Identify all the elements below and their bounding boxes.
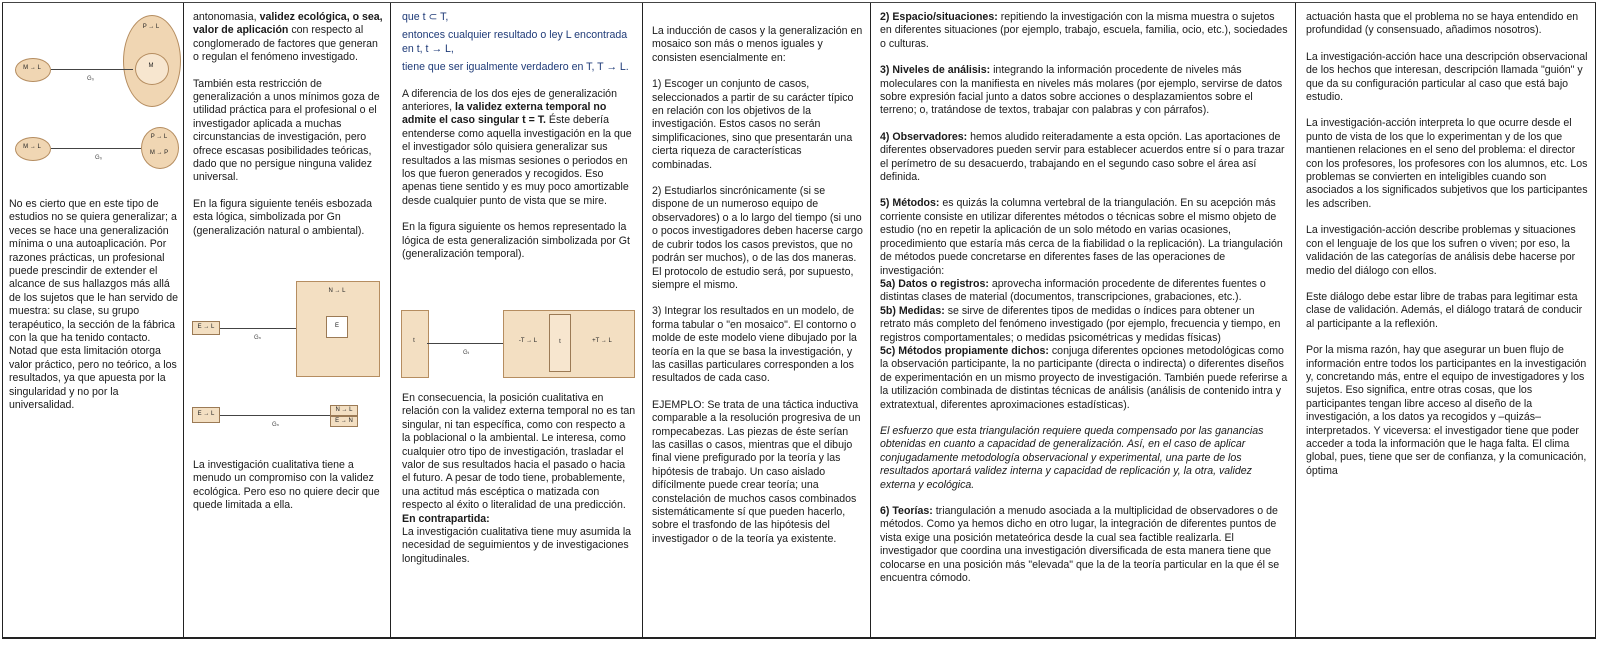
figure-population-1 — [11, 15, 179, 105]
paragraph: La investigación-acción describe problemas y situaciones con el lenguaje de los que los sufren o viven; por eso, la validación de las categorías de análisis debe hacerse por medio del diálogo con ellos. — [1306, 224, 1576, 277]
paragraph: 4) Observadores: hemos aludido reiteradamente a esta opción. Las aportaciones de diferentes observadores pueden servir para establecer acuerdos entre sí o para trazar el perímetro de su desacuerdo, trabajando en el segundo caso sobre el área así definida. — [880, 130, 1285, 184]
mid-left-label: -T → L — [518, 338, 538, 345]
right-bottom-label: E → N — [330, 416, 358, 427]
paragraph: 3) Niveles de análisis: integrando la información procedente de niveles más moleculares con la manifiesta en niveles más molares (por ejemplo, servirse de datos sobre expresión facial junto a datos sobre acciones o desplazamientos sobre el terreno; o, tratándose de textos, trabajar con palabras y con párrafos). — [880, 64, 1283, 117]
paragraph: 5) Métodos: es quizás la columna vertebral de la triangulación. En su acepción más corriente consiste en utilizar diferentes métodos o técnicas sobre el mismo objeto de estudio (no en repetir la aplicación de un solo método en varias ocasiones, procedimiento que estaría más cerca de la fiabilidad o la replicación). La triangulación de métodos puede concretarse en diferentes fases de las operaciones de investigación: — [880, 197, 1283, 277]
paragraph: La inducción de casos y la generalización en mosaico son más o menos iguales y consisten esencialmente en: — [652, 25, 863, 64]
column-6 — [1295, 3, 1596, 637]
column-5 — [870, 3, 1295, 637]
figure-ecological-1 — [192, 281, 384, 375]
left-label: E → L — [192, 321, 220, 335]
arrow-label: G₀ — [95, 155, 103, 161]
paragraph: Este diálogo debe estar libre de trabas para legitimar esta clase de validación. Además, el diálogo tratará de conducir al participante a la reflexión. — [1306, 290, 1583, 330]
mid-label: t — [549, 314, 571, 372]
paragraph: El esfuerzo que esta triangulación requiere queda compensado por las ganancias obtenidas en cuanto a capacidad de generalización. Así, en el caso de aplicar conjugadamente metodología observacional y experimental, una parte de los resultados aportará validez interna y capacidad de replicación y, la otra, validez externa y ecológica. — [880, 424, 1264, 491]
paragraph: La investigación-acción interpreta lo que ocurre desde el punto de vista de los que lo experimentan y de los que mantienen relaciones en el seno del problema: el director con los profesores, los profesores con los alumnos, etc. Los problemas se convierten en inteligibles cuando son asociados a los significados subjetivos que los participantes les adscriben. — [1306, 117, 1588, 210]
paragraph: La investigación-acción hace una descripción observacional de los hechos que interesan, descripción llamada "guión" y que da su configuración particular al caso que está bajo estudio. — [1306, 50, 1588, 104]
top-label: P → L — [137, 23, 165, 33]
arrow-line — [220, 415, 330, 416]
arrow-line — [427, 343, 503, 344]
left-label: E → L — [192, 407, 220, 423]
paragraph: 5b) Medidas: se sirve de diferentes tipos de medidas o índices para obtener un retrato más completo del fenómeno investigado (por ejemplo, frecuencia y tiempo, en registros comportamentales; o medidas psicométricas y medidas físicas) — [880, 304, 1281, 344]
arrow-label: Gₙ — [272, 422, 280, 428]
column-4 — [642, 3, 870, 637]
paragraph: actuación hasta que el problema no se haya entendido en profundidad (y consensuado, añadimos nosotros). — [1306, 11, 1579, 37]
formula-line: que t ⊂ T, — [402, 11, 449, 23]
paragraph: 1) Escoger un conjunto de casos, seleccionados a partir de su carácter típico en relación con los objetivos de la investigación. Estos casos no serán simplificaciones, sino que presentarán una cierta riqueza de características combinadas. — [652, 78, 854, 171]
column-3 — [390, 3, 642, 637]
figure-temporal — [401, 310, 633, 376]
arrow-line — [51, 148, 141, 149]
right-top-label: N → L — [330, 405, 358, 416]
paragraph: En consecuencia, la posición cualitativa en relación con la validez externa temporal no es tan singular, ni tan específica, como con respecto a la poblacional o la ambiental. Le interesa, como cualquier otro tipo de investigación, trasladar el valor de sus resultados hacia el pasado o hacia el futuro. A pesar de todo tiene, probablemente, una actitud más escéptica o matizada con respecto al éxito o literalidad de una predicción. En contrapartida: — [402, 392, 636, 525]
formula-line: entonces cualquier resultado o ley L encontrada en t, t → L, — [402, 29, 628, 55]
bottom-label: M → P — [149, 150, 169, 157]
paragraph: 2) Estudiarlos sincrónicamente (si se dispone de un numeroso equipo de observadores) o a lo largo del tiempo (si uno o pocos investigadores deben hacerse cargo de cubrir todos los casos previstos, que no podrán ser muchos), o de las dos maneras. El protocolo de estudio será, por supuesto, siempre el mismo. — [652, 185, 863, 291]
column-1 — [2, 3, 183, 637]
paragraph: antonomasia, validez ecológica, o sea, valor de aplicación con respecto al conglomerado de factores que generan o regulan el fenómeno investigado. — [193, 11, 383, 64]
paragraph: Por la misma razón, hay que asegurar un buen flujo de información entre todos los participantes en la investigación y, concretando más, entre el equipo de investigadores y los sujetos. Eso significa, entre otras cosas, que los participantes tengan libre acceso al diseño de la investigación, a los datos ya recogidos y –quizás– interpretados. Y viceversa: el investigador tiene que poder acceder a toda la información que le haga falta. El clima global, pues, tiene que ser de confianza, y la comunicación, óptima — [1306, 344, 1587, 477]
top-label: N → L — [312, 287, 362, 297]
paragraph: 5c) Métodos propiamente dichos: conjuga diferentes opciones metodológicas como la observación participante, la no participante (directa o indirecta) o diferentes diseños de experimentación en un mismo proyecto de investigación. También puede referirse a la utilización combinada de distintas técnicas de análisis (análisis de contenido intra y extratextual, diferentes aproximaciones estadísticas). — [880, 344, 1288, 411]
paragraph: 3) Integrar los resultados en un modelo, de forma tabular o "en mosaico". El contorno o molde de este modelo viene dibujado por la teoría en la que se basa la investigación, y las casillas particulares corresponden a los resultados de cada caso. — [652, 305, 857, 385]
center-label: E — [326, 316, 348, 338]
document-sheet — [2, 2, 1596, 639]
paragraph: 5a) Datos o registros: aprovecha información procedente de diferentes fuentes o distintas clases de material (documentos, transcripciones, grabaciones, etc.). — [880, 277, 1266, 304]
paragraph: La investigación cualitativa tiene a menudo un compromiso con la validez ecológica. Pero eso no quiere decir que quede limitada a ella. — [193, 459, 380, 512]
paragraph: La investigación cualitativa tiene muy asumida la necesidad de seguimientos y de investigaciones longitudinales. — [402, 526, 632, 565]
mid-right-label: +T → L — [592, 338, 612, 345]
center-label: M — [148, 63, 154, 70]
paragraph: EJEMPLO: Se trata de una táctica inductiva comparable a la resolución progresiva de un rompecabezas. Las piezas de éste serían las casillas o casos, mientras que el dibujo final viene prefigurado por la teoría y las hipótesis de trabajo. Un caso aislado difícilmente puede crear teoría; una constelación de muchos casos combinados sistemáticamente sí que pueden hacerlo, sobre el trasfondo de las hipótesis del investigador o de la teoría ya existente. — [652, 398, 861, 545]
arrow-label: G₀ — [87, 76, 95, 82]
arrow-label: Gₜ — [463, 350, 470, 356]
paragraph: A diferencia de los dos ejes de generalización anteriores, la validez externa temporal no admite el caso singular t = T. Éste debería entenderse como aquella investigación en la que el investigador sólo quisiera generalizar sus resultados a las mismas sesiones o periodos en los que fueron generados y recogidos. Eso apenas tiene sentido y es muy poco amortizable desde cualquier punto de vista que se mire. — [402, 87, 632, 207]
paragraph: En la figura siguiente os hemos representado la lógica de esta generalización simbolizada por Gt (generalización temporal). — [402, 221, 630, 261]
left-label: t — [413, 338, 415, 345]
arrow-label: Gₙ — [254, 335, 262, 341]
formula-line: tiene que ser igualmente verdadero en T, T → L. — [402, 61, 629, 74]
figure-population-2 — [11, 125, 179, 169]
paragraph: 2) Espacio/situaciones: repitiendo la investigación con la misma muestra o sujetos en diferentes situaciones (por ejemplo, trabajo, escuela, familia, ocio, etc.), sociedades o culturas. — [880, 11, 1288, 50]
left-label: M → L — [23, 65, 41, 72]
paragraph: No es cierto que en este tipo de estudios no se quiera generalizar; a veces se hace una generalización mínima o una autoaplicación. Por razones prácticas, un profesional puede prescindir de extender el alcance de sus hallazgos más allá de los sujetos que le han servido de muestra: su clase, su grupo terapéutico, la sección de la fábrica con la que ha tenido contacto. Notad que esta limitación otorga valor práctico, pero no teórico, a los resultados, ya que apuesta por la singularidad y no por la universalidad. — [9, 198, 179, 412]
column-2 — [183, 3, 390, 637]
paragraph: También esta restricción de generalización a unos mínimos goza de utilidad práctica para el profesional o el investigador aplicada a muchas circunstancias de investigación, pero ofrece escasas posibilidades teóricas, dado que no persigue ninguna validez universal. — [193, 77, 380, 184]
top-label: P → L — [150, 134, 168, 141]
paragraph: En la figura siguiente tenéis esbozada esta lógica, simbolizada por Gn (generalización natural o ambiental). — [193, 197, 373, 237]
arrow-line — [220, 328, 296, 329]
paragraph: 6) Teorías: triangulación a menudo asociada a la multiplicidad de observadores o de métodos. Como ya hemos dicho en otro lugar, la integración de diferentes puntos de vista exige una posición metateórica desde la cual sea factible realizarla. El investigador que coordina una investigación diversificada de esta manera tiene que colocarse en una posición más "elevada" que la de la teoría particular en la que él se encuentra cómodo. — [880, 505, 1280, 585]
left-label: M → L — [23, 144, 41, 151]
arrow-line — [51, 69, 133, 70]
figure-ecological-2 — [192, 403, 384, 431]
